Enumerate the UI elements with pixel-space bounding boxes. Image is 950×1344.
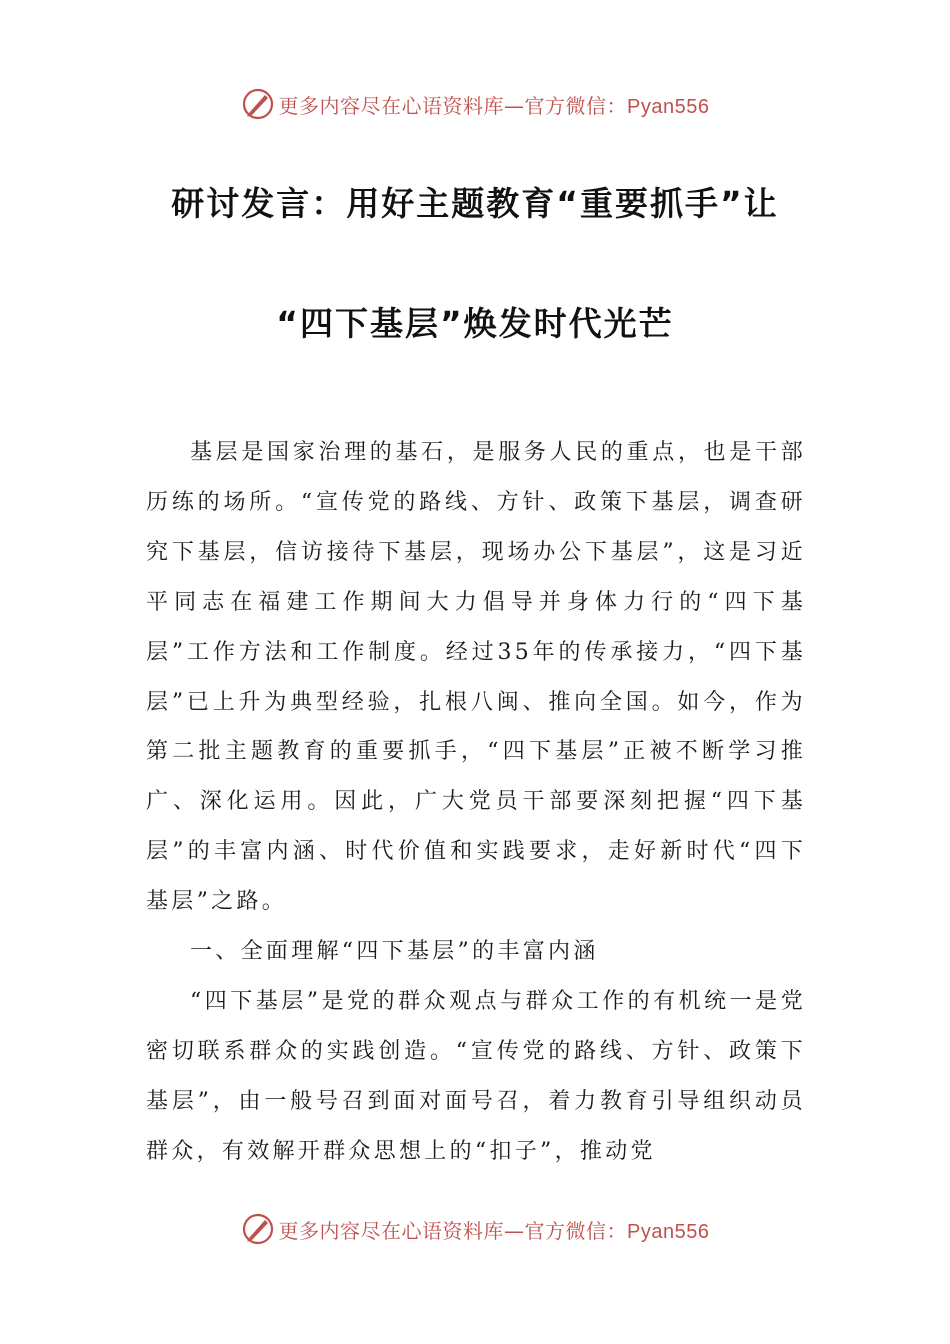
document-title-line-1: 研讨发言：用好主题教育“重要抓手”让: [171, 184, 779, 223]
watermark-wechat-id: Pyan556: [627, 95, 710, 118]
watermark-wechat-id: Pyan556: [627, 1220, 710, 1243]
footer-watermark: [0, 1209, 950, 1249]
pen-logo-icon: [241, 1212, 275, 1246]
document-body: [146, 428, 806, 1177]
body-paragraph: 基层是国家治理的基石，是服务人民的重点，也是干部历练的场所。“宣传党的路线、方针、政策下基层，调查研究下基层，信访接待下基层，现场办公下基层”，这是习近平同志在福建工作期间大力倡导并身体力行的“四下基层”工作方法和工作制度。经过35年的传承接力，“四下基层”已上升为典型经验，扎根八闽、推向全国。如今，作为第二批主题教育的重要抓手，“四下基层”正被不断学习推广、深化运用。因此，广大党员干部要深刻把握“四下基层”的丰富内涵、时代价值和实践要求，走好新时代“四下基层”之路。: [146, 440, 806, 915]
watermark-text: [279, 1215, 710, 1244]
body-paragraph: “四下基层”是党的群众观点与群众工作的有机统一是党密切联系群众的实践创造。“宣传党的路线、方针、政策下基层”，由一般号召到面对面号召，着力教育引导组织动员群众，有效解开群众思想上的“扣子”，推动党: [146, 988, 806, 1164]
watermark-text: [279, 90, 710, 119]
watermark-label: 更多内容尽在心语资料库—官方微信：: [278, 93, 628, 118]
header-watermark: [0, 84, 950, 124]
document-title-line-2: “四下基层”焕发时代光芒: [276, 304, 674, 343]
pen-logo-icon: [241, 87, 275, 121]
watermark-label: 更多内容尽在心语资料库—官方微信：: [278, 1218, 628, 1243]
section-heading: 一、全面理解“四下基层”的丰富内涵: [190, 939, 599, 965]
